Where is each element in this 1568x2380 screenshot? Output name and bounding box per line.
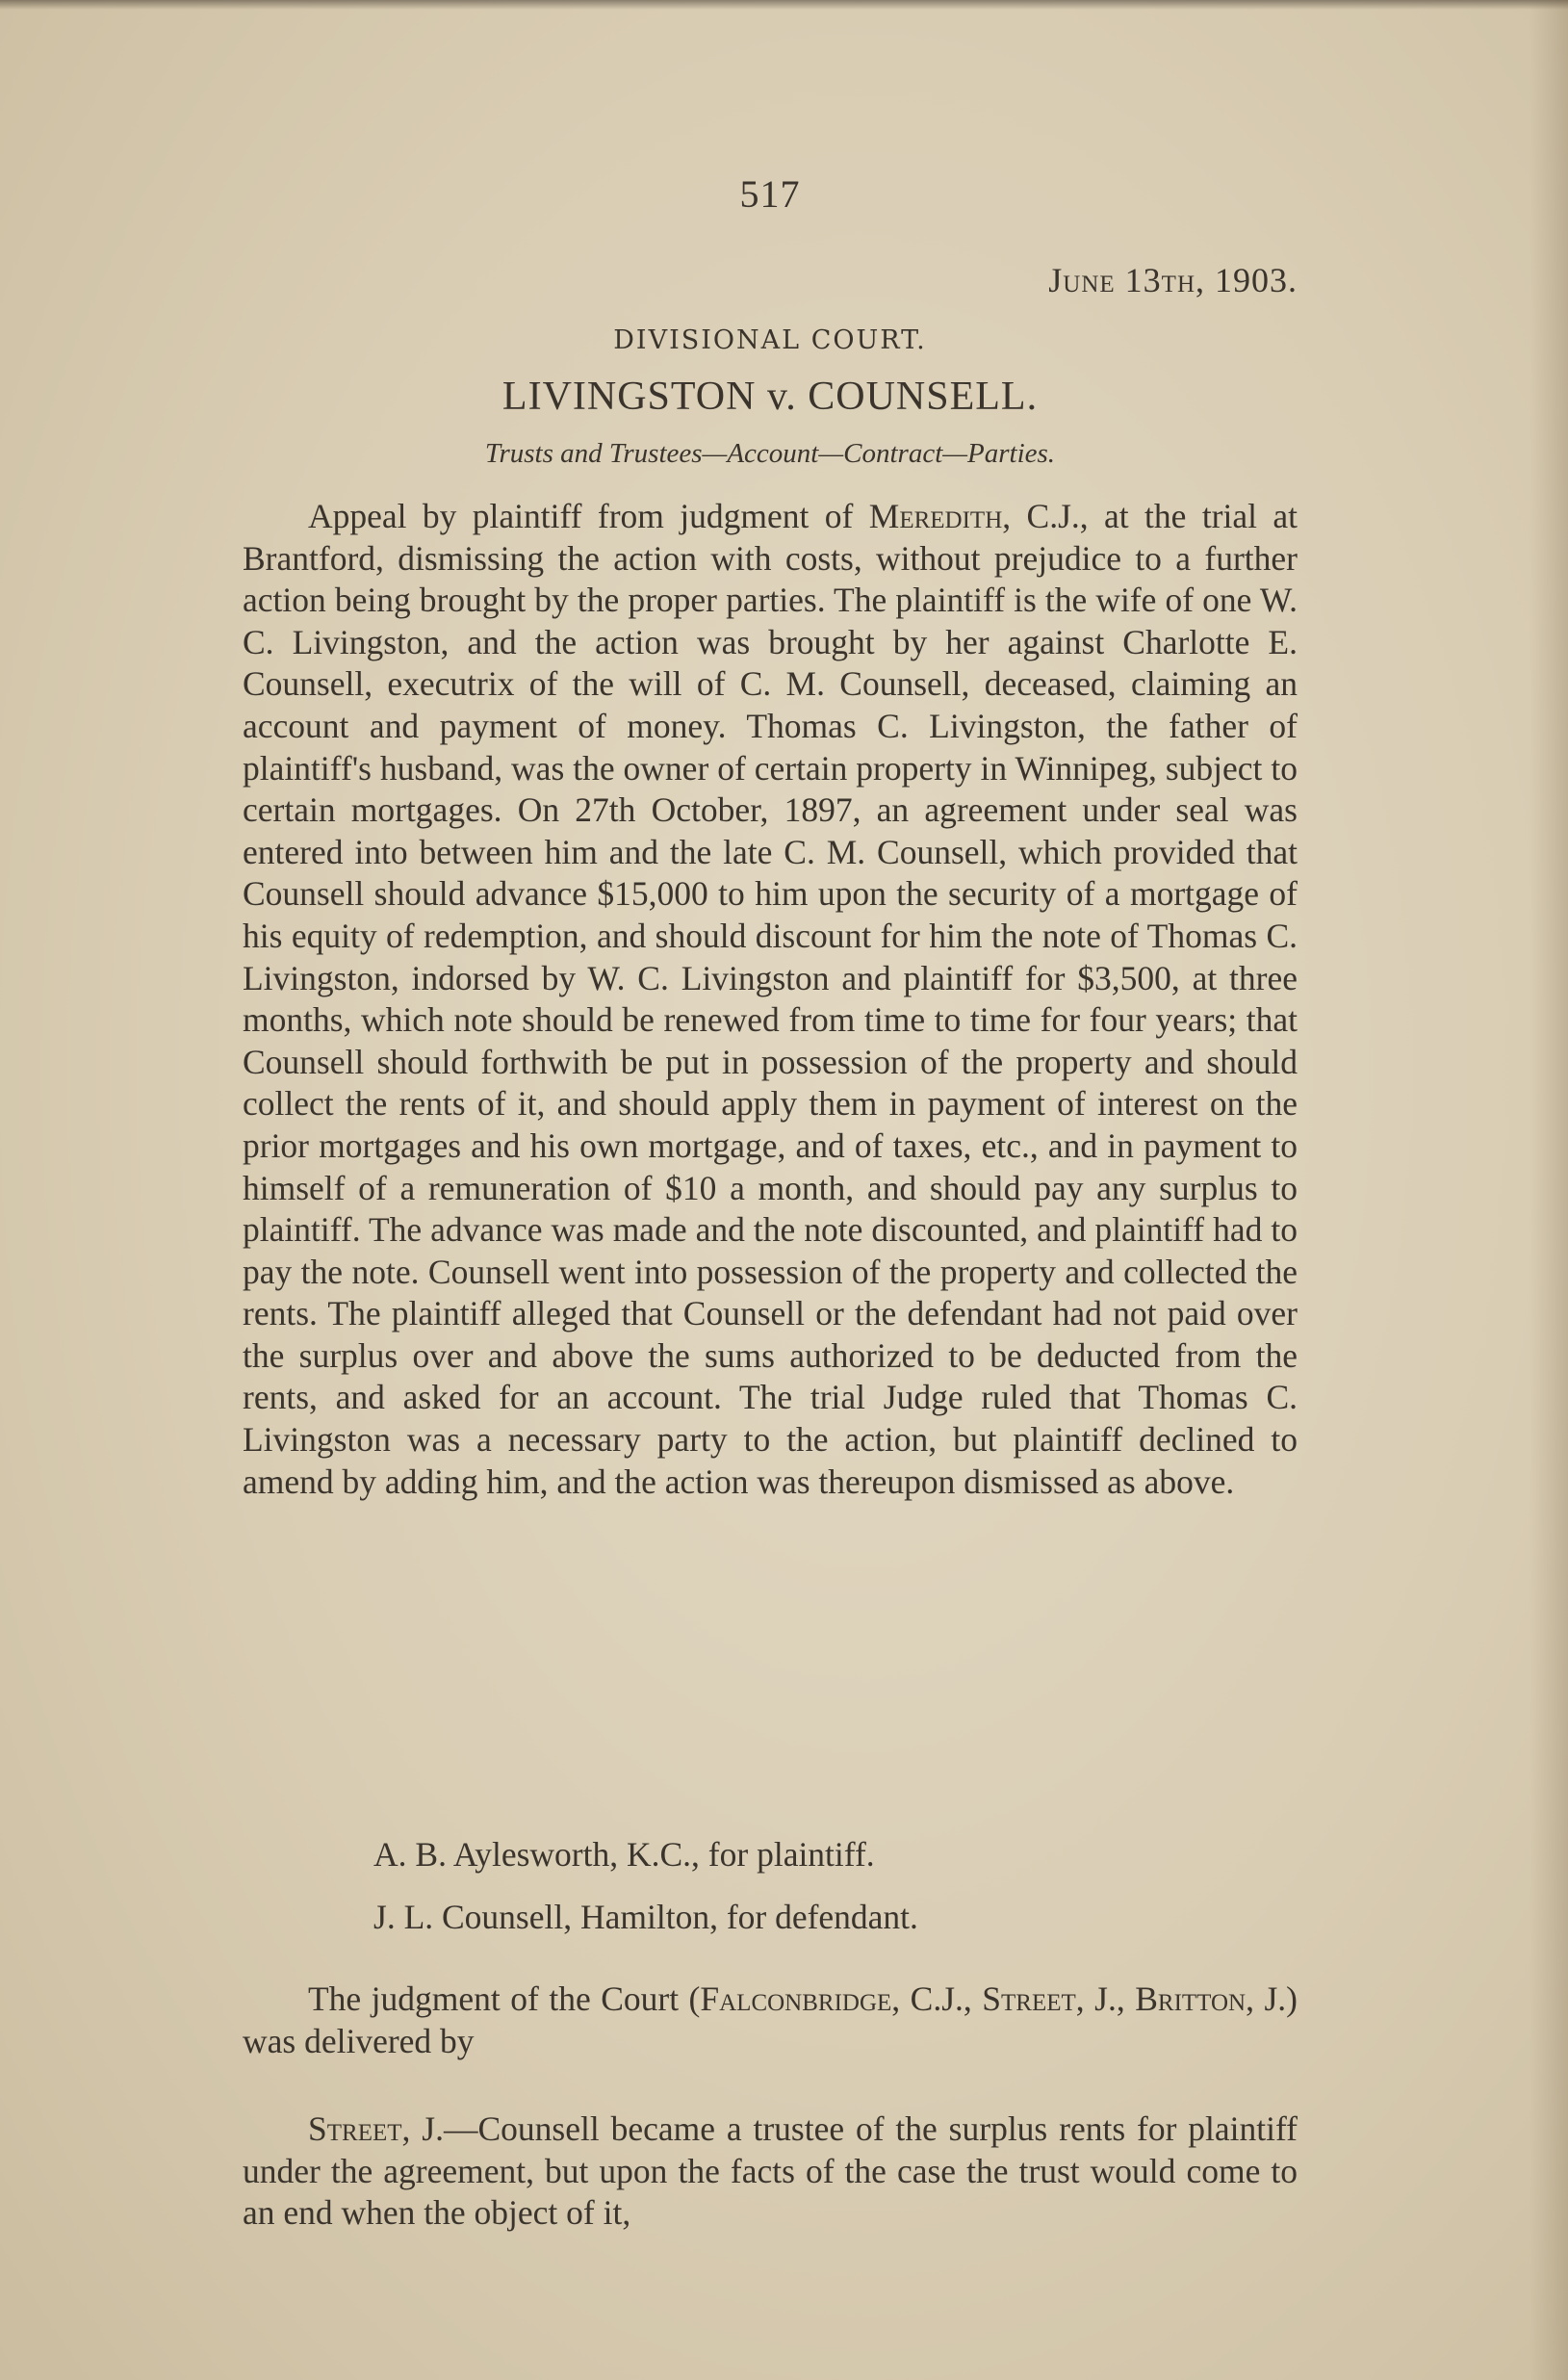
judge-falconbridge: Falconbridge — [700, 1979, 892, 2018]
headnote: Trusts and Trustees—Account—Contract—Parties. — [484, 438, 1056, 469]
judge-britton: Britton — [1135, 1979, 1247, 2018]
opinion-body: , J.—Counsell became a trustee of the surplus rents for plaintiff under the agreement, but upon the facts of the case the trust would come to an end when the object of it, — [243, 2109, 1298, 2233]
opinion-paragraph — [243, 2108, 1298, 2235]
opinion-judge-name: Street — [308, 2109, 402, 2148]
appeal-text-before: Appeal by plaintiff from judgment of — [308, 497, 869, 535]
judgment-intro-part2: , C.J., — [891, 1979, 983, 2018]
page-edge-shadow — [1529, 0, 1568, 2380]
trial-judge-name: Meredith — [868, 497, 1003, 535]
judgment-intro-part4: , J.) was delivered by — [243, 1979, 1298, 2060]
opinion-text — [243, 2108, 1298, 2235]
judgment-intro-text — [243, 1979, 1298, 2062]
counsel-defendant: J. L. Counsell, Hamilton, for defendant. — [373, 1898, 918, 1936]
court-name: DIVISIONAL COURT. — [613, 325, 927, 355]
case-title: LIVINGSTON v. COUNSELL. — [501, 375, 1039, 419]
counsel-plaintiff-block — [243, 1834, 1298, 1876]
page-number: 517 — [739, 172, 801, 216]
appeal-text-after: , C.J., at the trial at Brantford, dismissing the action with costs, without prejudice to a further action being brought by the proper parties. The plaintiff is the wife of one W. C. Livingston, and the action was brought by her against Charlotte E. Counsell, executrix of the will of C. M. Counsell, deceased, claiming an account and payment of money. Thomas C. Livingston, the father of plaintiff's husband, was the owner of certain property in Winnipeg, subject to certain mortgages. On 27th October, 1897, an agreement under seal was entered into between him and the late C. M. Counsell, which provided that Counsell should advance $15,000 to him upon the security of a mortgage of his equity of redemption, and should discount for him the note of Thomas C. Livingston, indorsed by W. C. Livingston and plaintiff for $3,500, at three months, which note should be renewed from time to time for four years; that Counsell should forthwith be put in possession of the property and should collect the rents of it, and should apply them in payment of interest on the prior mortgages and his own mortgage, and of taxes, etc., and in payment to himself of a remuneration of $10 a month, and should pay any surplus to plaintiff. The advance was made and the note discounted, and plaintiff had to pay the note. Counsell went into possession of the property and collected the rents. The plaintiff alleged that Counsell or the defendant had not paid over the surplus over and above the sums authorized to be deducted from the rents, and asked for an account. The trial Judge ruled that Thomas C. Livingston was a necessary party to the action, but plaintiff declined to amend by adding him, and the action was thereupon dismissed as above. — [243, 497, 1298, 1501]
judgment-intro-part1: The judgment of the Court ( — [308, 1979, 701, 2018]
counsel-defendant-block — [243, 1897, 1298, 1939]
decision-date: June 13th, 1903. — [1048, 261, 1298, 299]
judge-street: Street — [982, 1979, 1076, 2018]
judgment-intro-paragraph — [243, 1979, 1298, 2062]
judgment-intro-part3: , J., — [1075, 1979, 1136, 2018]
appeal-paragraph-text — [243, 496, 1298, 1503]
appeal-paragraph — [243, 496, 1298, 1503]
document-page — [243, 0, 1298, 2380]
counsel-plaintiff: A. B. Aylesworth, K.C., for plaintiff. — [373, 1835, 875, 1874]
